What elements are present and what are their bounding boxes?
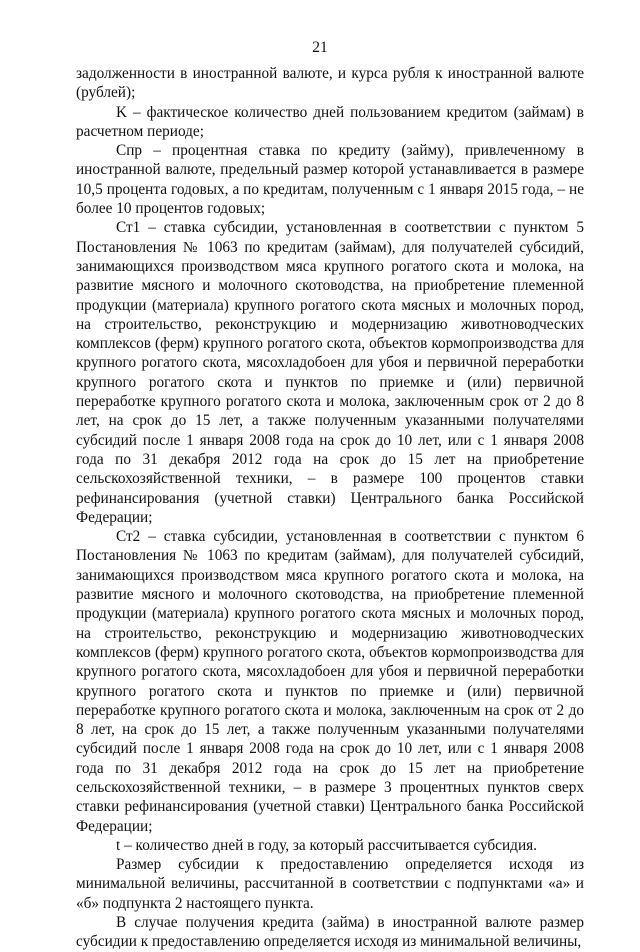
page-number: 21 (312, 39, 328, 56)
paragraph-k-definition: K – фактическое количество дней пользованием кредитом (займам) в расчетном периоде; (76, 103, 584, 140)
document-body (76, 64, 584, 952)
paragraph-st1-definition: Ст1 – ставка субсидии, установленная в соответствии с пунктом 5 Постановления № 1063 по кредитам (займам), для получателей субсидий, занимающихся производством мяса крупного рогатого скота и молока, на развитие мясного и молочного скотоводства, на приобретение племенной продукции (материала) крупного рогатого скота мясных и молочных пород, на строительство, реконструкцию и модернизацию животноводческих комплексов (ферм) крупного рогатого скота, объектов кормопроизводства для крупного рогатого скота, мясохладобоен для убоя и первичной переработки крупного рогатого скота и пунктов по приемке и (или) первичной переработке крупного рогатого скота и молока, заключенным срок от 2 до 8 лет, на срок до 15 лет, а также полученным указанными получателями субсидий после 1 января 2008 года на срок до 10 лет, или с 1 января 2008 года по 31 декабря 2012 года на срок до 15 лет на приобретение сельскохозяйственной техники, – в размере 100 процентов ставки рефинансирования (учетной ставки) Центрального банка Российской Федерации; (76, 219, 584, 526)
paragraph-spr-definition: Спр – процентная ставка по кредиту (займу), привлеченному в иностранной валюте, предельный размер которой устанавливается в размере 10,5 процента годовых, а по кредитам, полученным с 1 января 2015 года, – не более 10 процентов годовых; (76, 142, 584, 218)
paragraph-t-definition: t – количество дней в году, за который рассчитывается субсидия. (116, 836, 537, 854)
paragraph-continuation: задолженности в иностранной валюте, и курса рубля к иностранной валюте (рублей); (76, 65, 584, 102)
paragraph-subsidy-size: Размер субсидии к предоставлению определяется исходя из минимальной величины, рассчитанной в соответствии с подпунктами «а» и «б» подпункта 2 настоящего пункта. (76, 856, 584, 912)
paragraph-foreign-currency: В случае получения кредита (займа) в иностранной валюте размер субсидии к предоставлению определяется исходя из минимальной величины, (76, 914, 584, 951)
paragraph-st2-definition: Ст2 – ставка субсидии, установленная в соответствии с пунктом 6 Постановления № 1063 по кредитам (займам), для получателей субсидий, занимающихся производством мяса крупного рогатого скота и молока, на развитие мясного и молочного скотоводства, на приобретение племенной продукции (материала) крупного рогатого скота мясных и молочных пород, на строительство, реконструкцию и модернизацию животноводческих комплексов (ферм) крупного рогатого скота, объектов кормопроизводства для крупного рогатого скота, мясохладобоен для убоя и первичной переработки крупного рогатого скота и пунктов по приемке и (или) первичной переработке крупного рогатого скота и молока, заключенным на срок от 2 до 8 лет, на срок до 15 лет, а также полученным указанными получателями субсидий после 1 января 2008 года на срок до 10 лет, или с 1 января 2008 года по 31 декабря 2012 года на срок до 15 лет на приобретение сельскохозяйственной техники, – в размере 3 процентных пунктов сверх ставки рефинансирования (учетной ставки) Центрального банка Российской Федерации; (76, 528, 584, 835)
